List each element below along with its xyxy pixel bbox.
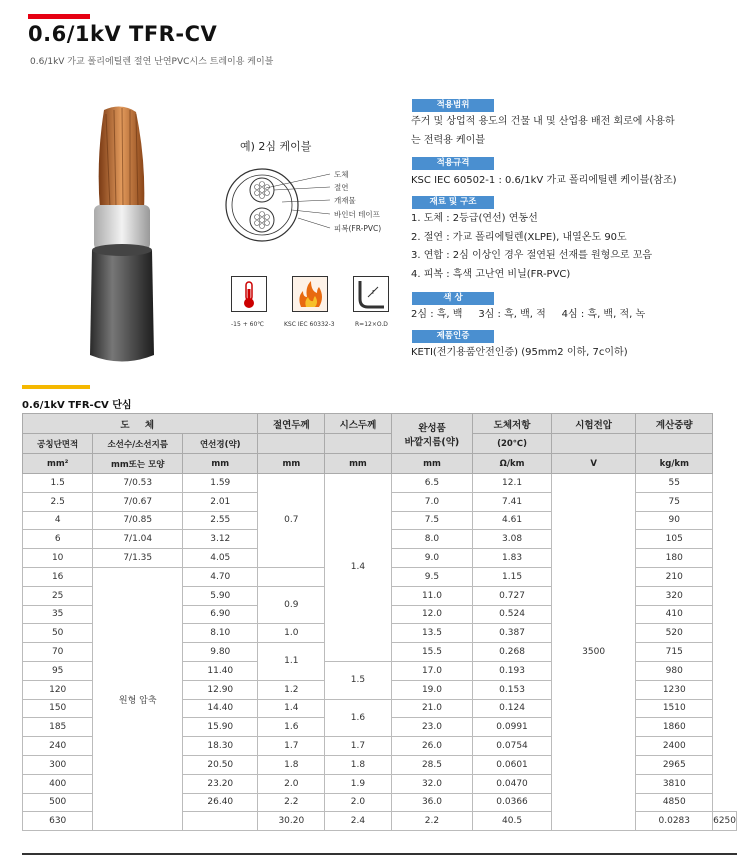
cell-area: 50 (23, 624, 93, 643)
unit-insulation: mm (258, 454, 325, 474)
cell-area: 25 (23, 586, 93, 605)
cell-area: 2.5 (23, 492, 93, 511)
label-filler: 개재물 (334, 196, 356, 205)
cell-diameter: 18.30 (183, 737, 258, 756)
cell-weight: 2965 (636, 755, 713, 774)
material-line-2: 2. 절연 : 가교 폴리에틸렌(XLPE), 내열온도 90도 (411, 232, 627, 243)
cell-voltage: 3500 (551, 474, 636, 831)
unit-area: mm² (23, 454, 93, 474)
scope-line-2: 는 전력용 케이블 (411, 135, 485, 146)
cell-resistance: 0.0470 (473, 774, 551, 793)
cell-diameter: 11.40 (183, 661, 258, 680)
cell-diameter: 23.20 (183, 774, 258, 793)
cell-strand-blank (183, 812, 258, 831)
cell-outer: 19.0 (391, 680, 473, 699)
cell-resistance: 0.0754 (473, 737, 551, 756)
standard-tag: 적용규격 (412, 157, 494, 170)
label-insulation: 절연 (334, 183, 349, 192)
table-title: 0.6/1kV TFR-CV 단심 (22, 400, 132, 411)
cell-area: 150 (23, 699, 93, 718)
cell-weight: 1860 (636, 718, 713, 737)
cell-area: 6 (23, 530, 93, 549)
page-subtitle: 0.6/1kV 가교 폴리에틸렌 절연 난연PVC시스 트레이용 케이블 (30, 57, 274, 67)
cell-area: 120 (23, 680, 93, 699)
cell-outer: 28.5 (391, 755, 473, 774)
cell-resistance: 0.193 (473, 661, 551, 680)
cell-area: 16 (23, 567, 93, 586)
header-resistance: 도체저항 (473, 414, 551, 434)
bend-radius-icon (353, 276, 389, 312)
header-resistance-temp: (20℃) (473, 434, 551, 454)
header-insulation: 절연두께 (258, 414, 325, 434)
cell-resistance: 0.524 (473, 605, 551, 624)
cell-sheath: 2.2 (391, 812, 473, 831)
table-bottom-rule (22, 853, 737, 855)
cell-diameter: 9.80 (183, 643, 258, 662)
cell-diameter: 3.12 (183, 530, 258, 549)
cell-sheath: 2.0 (325, 793, 391, 812)
cell-diameter: 26.40 (183, 793, 258, 812)
cell-outer: 12.0 (391, 605, 473, 624)
cell-resistance: 0.0366 (473, 793, 551, 812)
cell-resistance: 0.268 (473, 643, 551, 662)
cell-outer: 32.0 (391, 774, 473, 793)
standard-text: KSC IEC 60502-1 : 0.6/1kV 가교 폴리에틸렌 케이블(참조) (411, 175, 677, 186)
cell-resistance: 0.0283 (636, 812, 713, 831)
cell-resistance: 0.0991 (473, 718, 551, 737)
cell-sheath: 1.8 (325, 755, 391, 774)
cell-outer: 36.0 (391, 793, 473, 812)
cell-diameter: 1.59 (183, 474, 258, 493)
unit-sheath: mm (325, 454, 391, 474)
cell-insulation: 2.0 (258, 774, 325, 793)
cell-insulation: 1.2 (258, 680, 325, 699)
label-sheath: 피복(FR-PVC) (334, 224, 382, 233)
cell-outer: 6.5 (391, 474, 473, 493)
cell-weight: 1510 (636, 699, 713, 718)
spec-table (22, 413, 737, 831)
svg-text:r: r (372, 288, 375, 296)
flame-icon (292, 276, 328, 312)
color-text: 2심 : 흑, 백 3심 : 흑, 백, 적 4심 : 흑, 백, 적, 녹 (411, 309, 646, 320)
cell-strand: 7/0.53 (93, 474, 183, 493)
cell-insulation: 2.4 (325, 812, 391, 831)
header-sheath-blank (325, 434, 391, 454)
cell-diameter: 14.40 (183, 699, 258, 718)
header-area: 공칭단면적 (23, 434, 93, 454)
cell-weight: 2400 (636, 737, 713, 756)
unit-voltage: V (551, 454, 636, 474)
material-tag: 재료 및 구조 (412, 196, 494, 209)
label-conductor: 도체 (334, 170, 349, 179)
cell-outer: 7.5 (391, 511, 473, 530)
cell-resistance: 0.0601 (473, 755, 551, 774)
cell-resistance: 1.15 (473, 567, 551, 586)
cell-outer: 17.0 (391, 661, 473, 680)
cell-sheath: 1.4 (325, 474, 391, 662)
cell-outer: 15.5 (391, 643, 473, 662)
header-voltage: 시험전압 (551, 414, 636, 434)
color-tag: 색 상 (412, 292, 494, 305)
cell-resistance: 0.124 (473, 699, 551, 718)
cell-weight: 55 (636, 474, 713, 493)
cell-diameter: 12.90 (183, 680, 258, 699)
cell-strand: 7/1.04 (93, 530, 183, 549)
cell-diameter: 2.55 (183, 511, 258, 530)
label-binder-tape: 바인더 테이프 (334, 210, 380, 219)
accent-bar (28, 14, 90, 19)
cell-strand: 7/1.35 (93, 549, 183, 568)
thermometer-caption: -15 + 60℃ (231, 321, 265, 328)
header-weight: 계산중량 (636, 414, 713, 434)
cell-outer: 26.0 (391, 737, 473, 756)
unit-diameter: mm (183, 454, 258, 474)
thermometer-icon (231, 276, 267, 312)
material-line-4: 4. 피복 : 흑색 고난연 비닐(FR-PVC) (411, 269, 571, 280)
cell-weight: 4850 (636, 793, 713, 812)
material-line-3: 3. 연합 : 2심 이상인 경우 절연된 선재를 원형으로 꼬음 (411, 250, 653, 261)
cell-weight: 180 (636, 549, 713, 568)
cell-weight: 75 (636, 492, 713, 511)
material-line-1: 1. 도체 : 2등급(연선) 연동선 (411, 213, 538, 224)
header-voltage-blank (551, 434, 636, 454)
cell-sheath: 1.6 (325, 699, 391, 737)
cell-area: 300 (23, 755, 93, 774)
unit-resistance: Ω/km (473, 454, 551, 474)
accent-bar-table (22, 385, 90, 389)
cell-insulation: 0.9 (258, 586, 325, 624)
page-title: 0.6/1kV TFR-CV (28, 22, 218, 46)
flame-caption: KSC IEC 60332-3 (284, 321, 335, 328)
cell-resistance: 0.727 (473, 586, 551, 605)
cell-weight: 6250 (713, 812, 737, 831)
cell-weight: 90 (636, 511, 713, 530)
scope-tag: 적용범위 (412, 99, 494, 112)
cell-area: 185 (23, 718, 93, 737)
cell-insulation: 1.1 (258, 643, 325, 681)
cell-weight: 715 (636, 643, 713, 662)
cell-outer: 11.0 (391, 586, 473, 605)
header-diameter: 연선경(약) (183, 434, 258, 454)
cell-diameter: 6.90 (183, 605, 258, 624)
cell-resistance: 0.387 (473, 624, 551, 643)
cell-area: 240 (23, 737, 93, 756)
unit-weight: kg/km (636, 454, 713, 474)
cell-weight: 210 (636, 567, 713, 586)
cell-outer: 8.0 (391, 530, 473, 549)
cell-diameter: 15.90 (183, 718, 258, 737)
bend-radius-caption: R=12×O.D (355, 321, 388, 328)
unit-outer: mm (391, 454, 473, 474)
cell-strand: 7/0.85 (93, 511, 183, 530)
cell-resistance: 0.153 (473, 680, 551, 699)
cell-insulation-blank (258, 567, 325, 586)
cell-insulation: 1.8 (258, 755, 325, 774)
cell-weight: 520 (636, 624, 713, 643)
cell-resistance: 1.83 (473, 549, 551, 568)
cell-strand: 7/0.67 (93, 492, 183, 511)
cell-area: 10 (23, 549, 93, 568)
cell-outer: 9.5 (391, 567, 473, 586)
header-strand: 소선수/소선지름 (93, 434, 183, 454)
header-conductor: 도 체 (23, 414, 258, 434)
cable-image (26, 100, 216, 370)
cert-tag: 제품인증 (412, 330, 494, 343)
cell-outer: 13.5 (391, 624, 473, 643)
cell-weight: 3810 (636, 774, 713, 793)
cell-weight: 320 (636, 586, 713, 605)
header-outer-diameter (391, 414, 473, 454)
cell-area: 70 (23, 643, 93, 662)
cell-diameter: 2.01 (183, 492, 258, 511)
cell-outer: 40.5 (473, 812, 551, 831)
diagram-title: 예) 2심 케이블 (240, 140, 312, 153)
cell-diameter: 8.10 (183, 624, 258, 643)
cell-insulation: 1.7 (258, 737, 325, 756)
cell-insulation: 0.7 (258, 474, 325, 568)
cell-sheath: 1.5 (325, 661, 391, 699)
cell-outer: 23.0 (391, 718, 473, 737)
cell-resistance: 4.61 (473, 511, 551, 530)
header-insulation-blank (258, 434, 325, 454)
cell-insulation: 2.2 (258, 793, 325, 812)
cell-resistance: 12.1 (473, 474, 551, 493)
cert-text: KETI(전기용품안전인증) (95mm2 이하, 7c이하) (411, 347, 628, 358)
cell-diameter: 20.50 (183, 755, 258, 774)
unit-strand: mm또는 모양 (93, 454, 183, 474)
cell-outer: 7.0 (391, 492, 473, 511)
cell-area: 400 (23, 774, 93, 793)
cell-weight: 410 (636, 605, 713, 624)
cell-resistance: 3.08 (473, 530, 551, 549)
cell-diameter: 5.90 (183, 586, 258, 605)
cell-area: 95 (23, 661, 93, 680)
cell-weight: 105 (636, 530, 713, 549)
cell-diameter: 4.05 (183, 549, 258, 568)
cross-section-diagram (222, 160, 412, 250)
cell-insulation: 1.4 (258, 699, 325, 718)
cell-area: 4 (23, 511, 93, 530)
header-weight-blank (636, 434, 713, 454)
cell-area: 630 (23, 812, 93, 831)
cell-insulation: 1.0 (258, 624, 325, 643)
cell-sheath: 1.9 (325, 774, 391, 793)
cell-diameter: 30.20 (258, 812, 325, 831)
cell-outer: 21.0 (391, 699, 473, 718)
cell-area: 500 (23, 793, 93, 812)
cell-diameter: 4.70 (183, 567, 258, 586)
cell-resistance: 7.41 (473, 492, 551, 511)
cell-weight: 1230 (636, 680, 713, 699)
header-sheath: 시스두께 (325, 414, 391, 434)
cell-outer: 9.0 (391, 549, 473, 568)
cell-strand-round: 원형 압축 (93, 567, 183, 830)
cell-insulation: 1.6 (258, 718, 325, 737)
cell-weight: 980 (636, 661, 713, 680)
cell-sheath: 1.7 (325, 737, 391, 756)
table-row (23, 474, 737, 493)
header-outer-label: 완성품 바깥지름(약) (404, 422, 460, 448)
cell-area: 1.5 (23, 474, 93, 493)
scope-line-1: 주거 및 상업적 용도의 건물 내 및 산업용 배전 회로에 사용하 (411, 116, 675, 127)
cell-area: 35 (23, 605, 93, 624)
